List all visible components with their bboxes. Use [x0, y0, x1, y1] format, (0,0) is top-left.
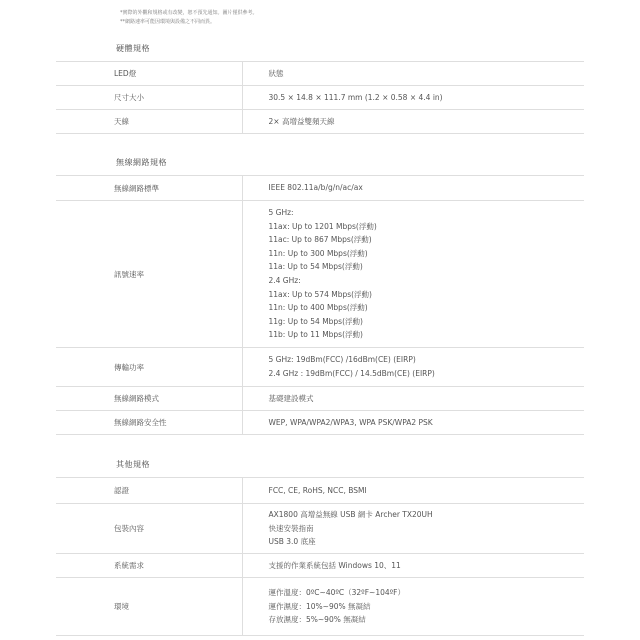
- spec-value: [242, 411, 584, 435]
- footnote: *實際的外觀和規格或有改變，恕不預先通知。圖片僅供參考。: [120, 10, 258, 16]
- section-title-wireless: 無線網路規格: [116, 158, 167, 167]
- spec-value-line: 11n: Up to 300 Mbps(浮動): [268, 248, 368, 258]
- spec-value-line: 11b: Up to 11 Mbps(浮動): [268, 330, 363, 340]
- spec-label: 系統需求: [56, 554, 242, 578]
- spec-row: [56, 578, 584, 636]
- spec-value-line: IEEE 802.11a/b/g/n/ac/ax: [268, 183, 363, 193]
- spec-row: [56, 201, 584, 348]
- spec-label: 無線網路模式: [56, 387, 242, 411]
- spec-value-line: 11a: Up to 54 Mbps(浮動): [268, 262, 363, 272]
- spec-row: [56, 176, 584, 201]
- spec-value-line: WEP, WPA/WPA2/WPA3, WPA PSK/WPA2 PSK: [268, 417, 433, 427]
- spec-value-line: 狀態: [268, 68, 284, 78]
- spec-value: [242, 578, 584, 636]
- spec-value-line: 11ac: Up to 867 Mbps(浮動): [268, 235, 372, 245]
- spec-value: [242, 348, 584, 387]
- spec-row: [56, 411, 584, 435]
- spec-label: 認證: [56, 478, 242, 504]
- spec-row: [56, 110, 584, 134]
- spec-value-line: 11n: Up to 400 Mbps(浮動): [268, 303, 368, 313]
- spec-label: 包裝內容: [56, 504, 242, 554]
- spec-value: [242, 201, 584, 348]
- spec-value-line: 運作濕度：10%~90% 無凝結: [268, 601, 371, 611]
- spec-value: [242, 554, 584, 578]
- spec-value: [242, 478, 584, 504]
- spec-value-line: 5 GHz: 19dBm(FCC) /16dBm(CE) (EIRP): [268, 355, 416, 365]
- spec-value-line: 支援的作業系統包括 Windows 10、11: [268, 560, 401, 570]
- spec-value-line: 基礎建設模式: [268, 393, 314, 403]
- spec-row: [56, 478, 584, 504]
- spec-value-line: USB 3.0 底座: [268, 537, 316, 547]
- spec-value-line: 5 GHz:: [268, 208, 294, 218]
- spec-table-wireless: [56, 175, 584, 435]
- spec-label: LED燈: [56, 62, 242, 86]
- spec-value-line: 2× 高增益雙頻天線: [268, 116, 335, 126]
- spec-label: 無線網路標準: [56, 176, 242, 201]
- spec-label: 訊號速率: [56, 201, 242, 348]
- spec-label: 傳輸功率: [56, 348, 242, 387]
- spec-value-line: 11ax: Up to 1201 Mbps(浮動): [268, 221, 377, 231]
- spec-value: [242, 86, 584, 110]
- spec-label: 尺寸大小: [56, 86, 242, 110]
- spec-label: 天線: [56, 110, 242, 134]
- spec-value-line: 11g: Up to 54 Mbps(浮動): [268, 316, 363, 326]
- spec-table-hardware: [56, 61, 584, 134]
- spec-value-line: 11ax: Up to 574 Mbps(浮動): [268, 289, 372, 299]
- spec-value-line: 2.4 GHz : 19dBm(FCC) / 14.5dBm(CE) (EIRP): [268, 369, 435, 378]
- footnotes: [120, 9, 258, 27]
- spec-value: [242, 176, 584, 201]
- spec-value-line: 2.4 GHz:: [268, 276, 301, 285]
- spec-value-line: 運作溫度：0ºC~40ºC（32ºF~104ºF）: [268, 588, 405, 598]
- spec-value: [242, 387, 584, 411]
- spec-row: [56, 504, 584, 554]
- spec-value-line: 快速安裝指南: [268, 523, 314, 533]
- spec-value: [242, 504, 584, 554]
- spec-value-line: 30.5 × 14.8 × 111.7 mm (1.2 × 0.58 × 4.4 in): [268, 92, 443, 102]
- spec-row: [56, 387, 584, 411]
- spec-label: 無線網路安全性: [56, 411, 242, 435]
- spec-row: [56, 554, 584, 578]
- spec-value-line: FCC, CE, RoHS, NCC, BSMI: [268, 485, 367, 495]
- section-title-hardware: 硬體規格: [116, 44, 150, 53]
- spec-value: [242, 110, 584, 134]
- spec-label: 環境: [56, 578, 242, 636]
- spec-table-other: [56, 477, 584, 636]
- section-title-other: 其他規格: [116, 460, 150, 469]
- spec-value-line: AX1800 高增益無線 USB 網卡 Archer TX20UH: [268, 510, 433, 520]
- spec-row: [56, 348, 584, 387]
- spec-row: [56, 86, 584, 110]
- spec-value: [242, 62, 584, 86]
- footnote: **網路速率可能因環境與設備之不同而異。: [120, 19, 216, 25]
- spec-row: [56, 62, 584, 86]
- spec-value-line: 存放濕度：5%~90% 無凝結: [268, 615, 366, 625]
